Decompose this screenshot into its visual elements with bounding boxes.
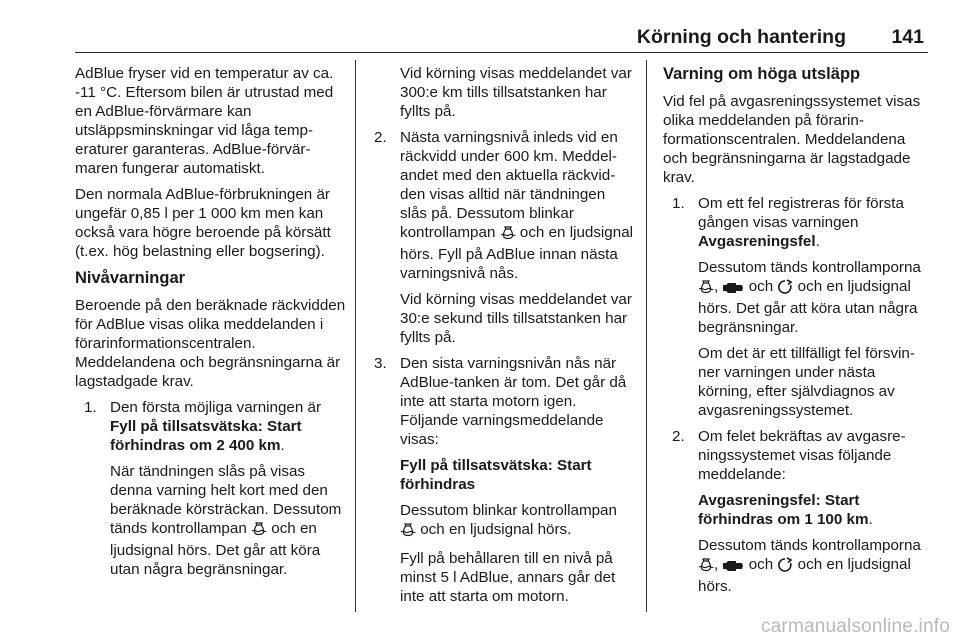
- exhaust-warning-icon: [722, 280, 744, 299]
- section-heading: Nivåvarningar: [75, 269, 186, 287]
- section-heading: Varning om höga utsläpp: [663, 65, 861, 83]
- page-header: [75, 20, 928, 53]
- list-number: 2.: [672, 428, 685, 445]
- adblue-warning-icon: [251, 521, 267, 541]
- list-item: 2. Nästa varningsnivå inleds vid en räckvidd under 600 km. Meddelandet med den aktuella räckvidden visas alltid när tändningen slås på. Dessutom blinkar kontrollampan och en ljudsignal hörs. Fyll på AdBlue innan nästa varningsnivå nås. Vid körning visas meddelandet var 30:e sekund tills tillsatstanken har fyllts på.: [374, 129, 634, 346]
- paragraph: Om felet bekräftas av avgasreningssystemet visas följande meddelande:: [698, 428, 906, 483]
- paragraph: Den normala AdBlue-förbrukningen är ungefär 0,85 l per 1 000 km men kan också vara högre beroende på körsätt (t.ex. hög belastning eller bogsering).: [75, 186, 331, 260]
- warning-message: Fyll på tillsatsvätska: Start förhindras: [400, 457, 592, 493]
- paragraph: Den sista varningsnivån nås när AdBlue-tanken är tom. Det går då inte att starta motorn igen. Följande varningsmeddelande visas:: [400, 355, 627, 448]
- column-3: [663, 64, 927, 603]
- engine-check-icon: [777, 279, 793, 299]
- numbered-list: [75, 398, 347, 579]
- paragraph: Vid körning visas meddelandet var 300:e km tills tillsatstanken har fyllts på.: [400, 65, 632, 120]
- numbered-list: [663, 194, 927, 596]
- column-2: [374, 64, 634, 613]
- adblue-warning-icon: [698, 279, 714, 299]
- paragraph: AdBlue fryser vid en temperatur av ca. -11 °C. Eftersom bilen är utrustad med en AdBlue-förvärmare kan utsläppsminskningar vid låga temperaturer garanteras. AdBlue-förvärmaren fungerar automatiskt.: [75, 65, 334, 177]
- watermark: carmanualsonline.info: [760, 616, 950, 637]
- list-item: 3. Den sista varningsnivån nås när AdBlue-tanken är tom. Det går då inte att starta motorn igen. Följande varningsmeddelande visas: Fyll på tillsatsvätska: Start förhindras Dessutom blinkar kontrollampan och en ljudsignal hörs. Fyll på behållaren till en nivå på minst 5 l AdBlue, annars går det inte att starta om motorn.: [374, 354, 634, 606]
- numbered-list: [374, 128, 634, 606]
- engine-check-icon: [777, 557, 793, 577]
- column-1: [75, 64, 347, 586]
- list-number: 1.: [84, 399, 97, 416]
- list-number: 2.: [374, 129, 387, 146]
- adblue-warning-icon: [500, 225, 516, 245]
- list-number: 3.: [374, 355, 387, 372]
- page-number: 141: [891, 26, 924, 48]
- list-number: 1.: [672, 195, 685, 212]
- paragraph: Fyll på behållaren till en nivå på minst 5 l AdBlue, annars går det inte att starta om motorn.: [400, 550, 616, 605]
- paragraph: Vid körning visas meddelandet var 30:e sekund tills tillsatstanken har fyllts på.: [400, 291, 632, 346]
- warning-message: Avgasreningsfel: [698, 233, 816, 250]
- column-divider: [646, 60, 647, 612]
- page-title: Körning och hantering: [636, 26, 846, 48]
- exhaust-warning-icon: [722, 558, 744, 577]
- paragraph: Om det är ett tillfälligt fel försvinner varningen under nästa körning, efter självdiagnos av avgasreningssystemet.: [698, 345, 915, 419]
- list-item: 1. Om ett fel registreras för första gången visas varningen Avgasreningsfel. Dessutom tänds kontrollamporna , och och en ljudsignal hörs. Det går att köra utan några begränsningar. Om det är ett tillfälligt fel försvinner varningen under nästa körning, efter självdiagnos av avgasreningssystemet.: [672, 194, 927, 420]
- list-item: 2. Om felet bekräftas av avgasreningssystemet visas följande meddelande: Avgasreningsfel: Start förhindras om 1 100 km. Dessutom tänds kontrollamporna , och och en ljudsignal hörs.: [672, 427, 927, 596]
- paragraph: Beroende på den beräknade räckvidden för AdBlue visas olika meddelanden i förarinformationscentralen. Meddelandena och begränsningarna är lagstadgade krav.: [75, 297, 346, 390]
- adblue-warning-icon: [698, 557, 714, 577]
- list-text: Den första möjliga varningen är: [110, 399, 322, 416]
- warning-message: Avgasreningsfel: Start förhindras om 1 100 km: [698, 492, 869, 528]
- paragraph: Vid fel på avgasreningssystemet visas olika meddelanden på förarinformationscentralen. Meddelandena och begränsningarna är lagstadgade krav.: [663, 93, 921, 186]
- list-item: 1. Den första möjliga varningen är Fyll på tillsatsvätska: Start förhindras om 2 400 km. När tändningen slås på visas denna varning helt kort med den beräknade körsträckan. Dessutom tänds kontrollampan och en ljudsignal hörs. Det går att köra utan några begränsningar.: [84, 399, 342, 578]
- adblue-warning-icon: [400, 522, 416, 542]
- column-divider: [355, 60, 356, 612]
- warning-message: Fyll på tillsatsvätska: Start förhindras om 2 400 km: [110, 418, 302, 454]
